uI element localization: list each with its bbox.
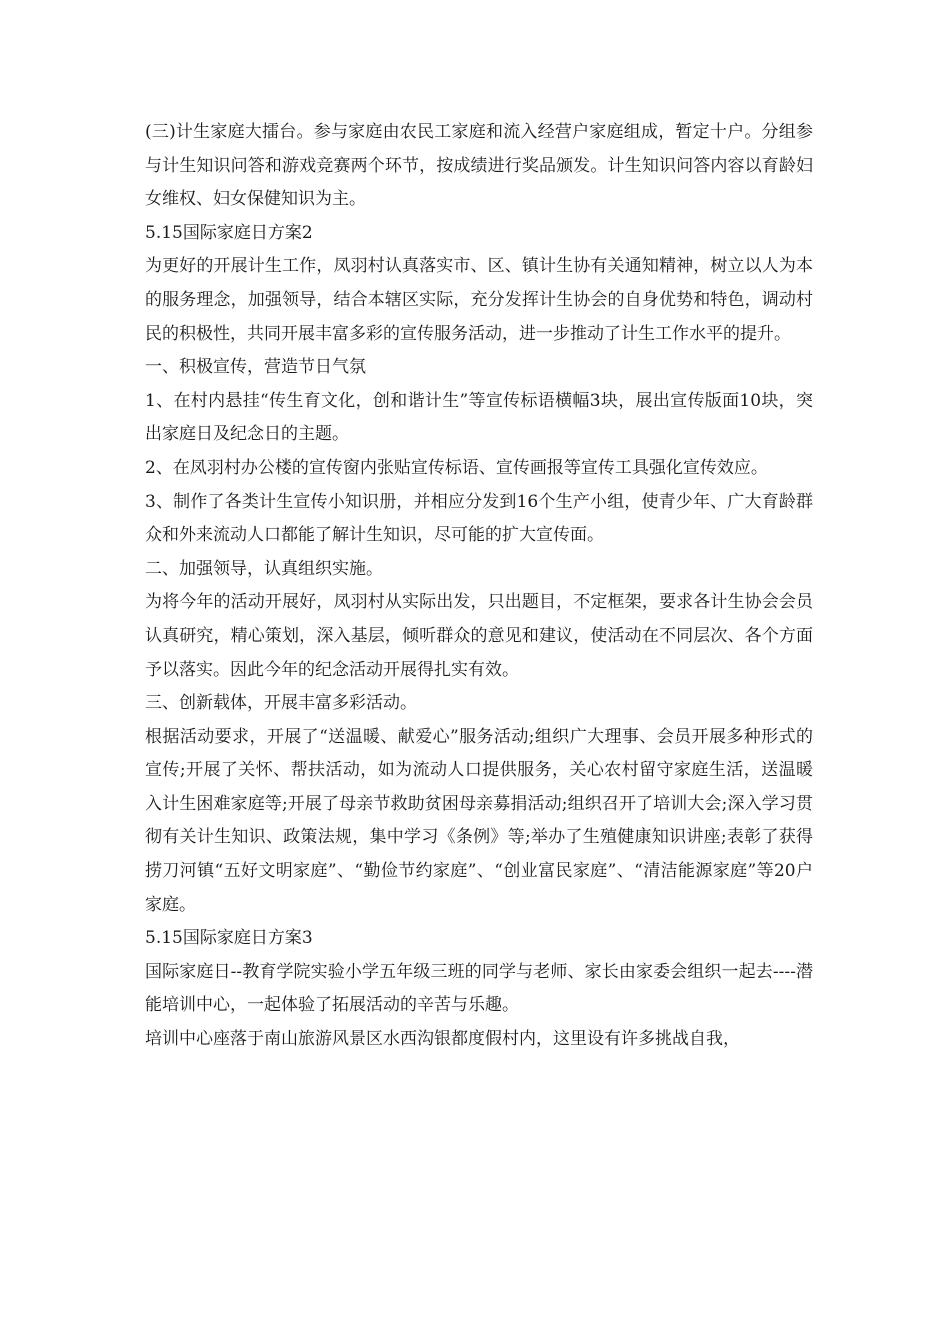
list-item-posters: 2、在凤羽村办公楼的宣传窗内张贴宣传标语、宣传画报等宣传工具强化宣传效应。 xyxy=(145,457,768,478)
paragraph-leadership: 为将今年的活动开展好，凤羽村从实际出发，只出题目，不定框架，要求各计生协会会员认真研究，精心策划，深入基层，倾听群众的意见和建议，使活动在不同层次、各个方面予以落实。因此今年的纪念活动开展得扎实有效。 xyxy=(145,592,813,680)
document-body xyxy=(145,116,813,1057)
list-item-banners: 1、在村内悬挂“传生育文化，创和谐计生”等宣传标语横幅3块，展出宣传版面10块，突出家庭日及纪念日的主题。 xyxy=(145,390,813,445)
section-heading-publicity: 一、积极宣传，营造节日气氛 xyxy=(145,357,366,378)
list-item-booklets: 3、制作了各类计生宣传小知识册，并相应分发到16个生产小组，使青少年、广大育龄群众和外来流动人口都能了解计生知识，尽可能的扩大宣传面。 xyxy=(145,491,813,546)
section-heading-leadership: 二、加强领导，认真组织实施。 xyxy=(145,558,383,579)
paragraph-family-contest: (三)计生家庭大擂台。参与家庭由农民工家庭和流入经营户家庭组成，暂定十户。分组参与计生知识问答和游戏竞赛两个环节，按成绩进行奖品颁发。计生知识问答内容以育龄妇女维权、妇女保健知识为主。 xyxy=(145,122,813,210)
paragraph-plan-3-intro: 国际家庭日--教育学院实验小学五年级三班的同学与老师、家长由家委会组织一起去----潜能培训中心，一起体验了拓展活动的辛苦与乐趣。 xyxy=(145,961,813,1016)
paragraph-training-center: 培训中心座落于南山旅游风景区水西沟银都度假村内，这里设有许多挑战自我， xyxy=(145,1029,740,1050)
heading-plan-3: 5.15国际家庭日方案3 xyxy=(145,928,313,949)
paragraph-plan-2-intro: 为更好的开展计生工作，凤羽村认真落实市、区、镇计生协有关通知精神，树立以人为本的服务理念，加强领导，结合本辖区实际，充分发挥计生协会的自身优势和特色，调动村民的积极性，共同开展丰富多彩的宣传服务活动，进一步推动了计生工作水平的提升。 xyxy=(145,256,813,344)
section-heading-activities: 三、创新载体，开展丰富多彩活动。 xyxy=(145,693,417,714)
heading-plan-2: 5.15国际家庭日方案2 xyxy=(145,222,313,243)
paragraph-activities: 根据活动要求，开展了“送温暖、献爱心”服务活动;组织广大理事、会员开展多种形式的宣传;开展了关怀、帮扶活动，如为流动人口提供服务，关心农村留守家庭生活，送温暖入计生困难家庭等;开展了母亲节救助贫困母亲募捐活动;组织召开了培训大会;深入学习贯彻有关计生知识、政策法规，集中学习《条例》等;举办了生殖健康知识讲座;表彰了获得捞刀河镇“五好文明家庭”、“勤俭节约家庭”、“创业富民家庭”、“清洁能源家庭”等20户家庭。 xyxy=(145,726,813,915)
